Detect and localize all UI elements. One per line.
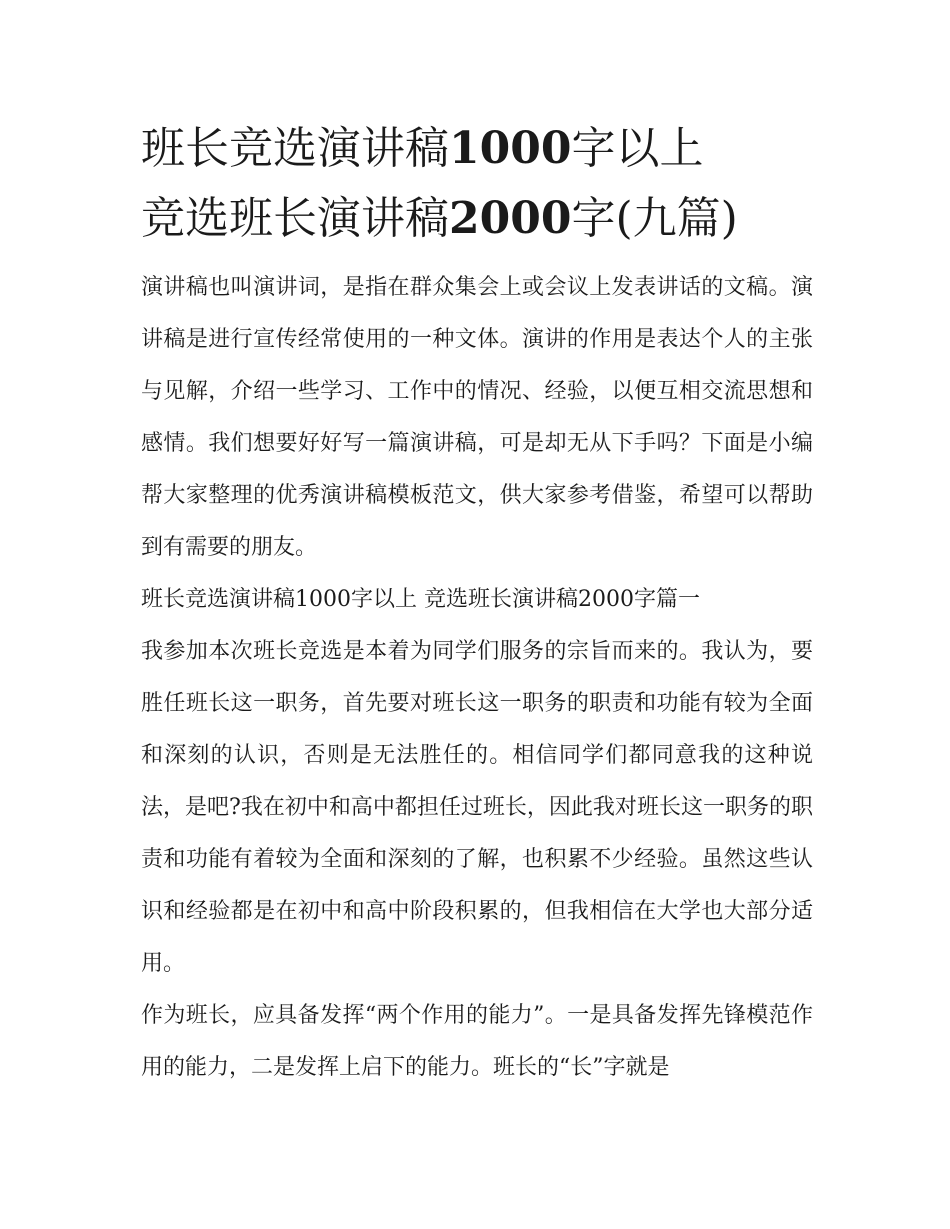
document-title <box>141 114 813 254</box>
body-paragraph-1: 我参加本次班长竞选是本着为同学们服务的宗旨而来的。我认为，要胜任班长这一职务，首先要对班长这一职务的职责和功能有较为全面和深刻的认识，否则是无法胜任的。相信同学们都同意我的这种说法，是吧?我在初中和高中都担任过班长，因此我对班长这一职务的职责和功能有着较为全面和深刻的了解，也积累不少经验。虽然这些认识和经验都是在初中和高中阶段积累的，但我相信在大学也大部分适用。 <box>141 639 813 976</box>
section-heading: 班长竞选演讲稿1000字以上 竞选班长演讲稿2000字篇一 <box>141 587 700 612</box>
title-line-1: 班长竞选演讲稿1000字以上 <box>141 123 704 174</box>
document-content <box>141 114 813 1094</box>
body-paragraph-2: 作为班长，应具备发挥“两个作用的能力”。一是具备发挥先锋模范作用的能力，二是发挥上启下的能力。班长的“长”字就是 <box>141 1003 813 1080</box>
intro-paragraph: 演讲稿也叫演讲词，是指在群众集会上或会议上发表讲话的文稿。演讲稿是进行宣传经常使用的一种文体。演讲的作用是表达个人的主张与见解，介绍一些学习、工作中的情况、经验，以便互相交流思想和感情。我们想要好好写一篇演讲稿，可是却无从下手吗？下面是小编帮大家整理的优秀演讲稿模板范文，供大家参考借鉴，希望可以帮助到有需要的朋友。 <box>141 275 813 560</box>
title-line-2: 竞选班长演讲稿2000字(九篇) <box>141 193 738 244</box>
